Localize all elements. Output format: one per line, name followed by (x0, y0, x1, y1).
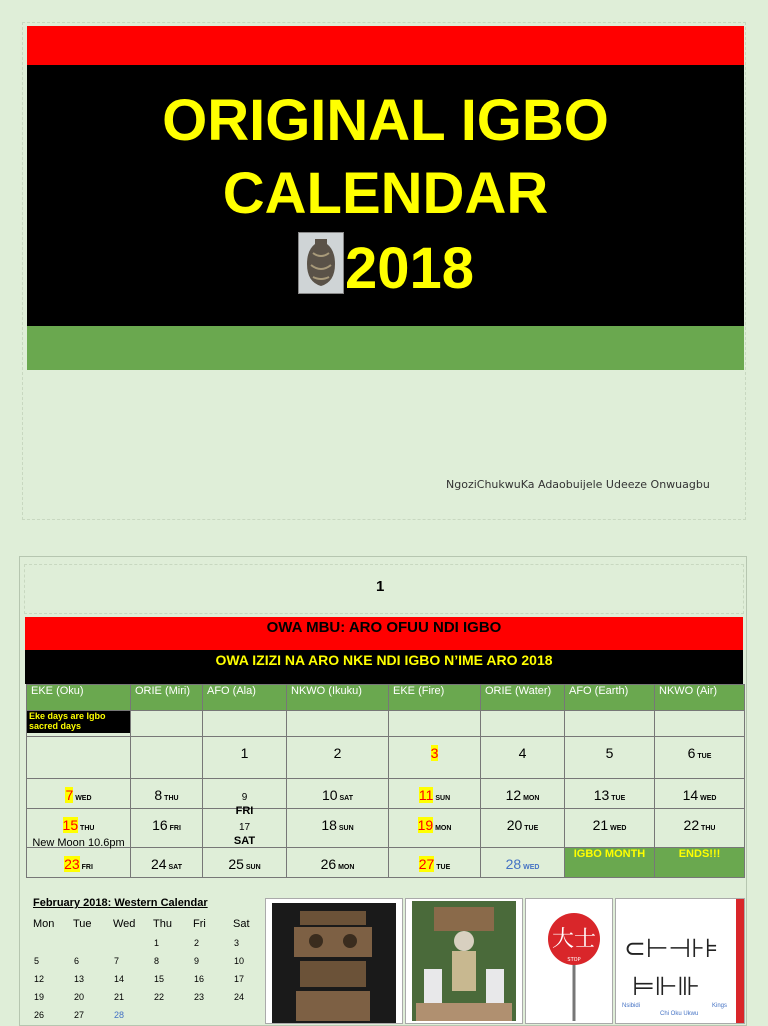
day-content (481, 856, 564, 874)
weekday-label: SUN (243, 864, 261, 871)
february-weekday: Mon (33, 918, 55, 930)
script-word: Nsibidi (622, 1003, 641, 1009)
day-cell (203, 737, 287, 779)
february-day: 27 (74, 1010, 85, 1020)
day-cell (389, 779, 481, 809)
weekday-label: SAT (166, 864, 182, 871)
cover-red-band (27, 26, 744, 65)
weekday-label: TUE (434, 864, 451, 871)
eke-note-cell (27, 711, 131, 737)
weekday-label: WED (73, 795, 92, 802)
february-day: 10 (234, 956, 245, 966)
day-content (389, 856, 480, 874)
day-number: 21 (592, 817, 609, 833)
moon-note: New Moon 10.6pm (32, 837, 125, 849)
day-content (203, 856, 286, 874)
cover-title-line1: ORIGINAL IGBO (162, 88, 609, 153)
weekday-label: TUE (695, 753, 712, 760)
february-weekday: Sat (233, 918, 250, 930)
empty-cell (655, 711, 745, 737)
weekday-label: THU (162, 795, 179, 802)
weekday-label: FRI (167, 825, 181, 832)
february-day: 12 (34, 974, 45, 984)
day-cell (565, 809, 655, 848)
cover-green-band (27, 326, 744, 370)
day-cell (203, 809, 287, 848)
day-content (287, 787, 388, 805)
svg-text:大士: 大士 (551, 927, 597, 952)
page-number: 1 (376, 578, 385, 595)
script-word: Chi Oku Ukwu (660, 1011, 699, 1017)
day-number: 27 (418, 856, 435, 872)
day-number: 19 (417, 817, 434, 833)
day-content (565, 745, 654, 763)
day-cell (481, 848, 565, 878)
weekday-label: SAT (337, 795, 353, 802)
day-content (287, 817, 388, 835)
column-header: NKWO (Ikuku) (287, 685, 389, 711)
day-content (565, 787, 654, 805)
february-day: 1 (154, 938, 160, 948)
weekday-label: TUE (609, 795, 626, 802)
february-day: 13 (74, 974, 85, 984)
day-content (389, 817, 480, 835)
month-header: OWA MBU: ARO OFUU NDI IGBO (25, 617, 743, 650)
february-title: February 2018: Western Calendar (33, 897, 208, 909)
day-cell (655, 809, 745, 848)
column-header: ORIE (Water) (481, 685, 565, 711)
week-row (27, 848, 745, 878)
weekday-label: WED (698, 795, 717, 802)
day-cell (287, 779, 389, 809)
february-weekday: Tue (73, 918, 92, 930)
day-cell (389, 737, 481, 779)
february-day: 19 (34, 992, 45, 1002)
column-header: EKE (Fire) (389, 685, 481, 711)
february-weekday: Wed (113, 918, 136, 930)
february-day: 3 (234, 938, 240, 948)
day-cell (655, 737, 745, 779)
day-number: 16 (152, 817, 168, 833)
day-cell (389, 809, 481, 848)
svg-text:⊂⊢⊣⊦⊧: ⊂⊢⊣⊦⊧ (624, 934, 719, 964)
empty-cell (203, 711, 287, 737)
day-number: 23 (64, 856, 80, 872)
day-cell (481, 809, 565, 848)
february-day: 5 (34, 956, 40, 966)
february-day (28, 934, 68, 952)
day-content (481, 817, 564, 835)
day-content (203, 817, 286, 847)
day-content (131, 817, 202, 835)
weekday-label: WED (608, 825, 627, 832)
day-number: 2 (333, 745, 342, 761)
weekday-label: MON (433, 825, 452, 832)
day-number: 10 (321, 787, 338, 803)
day-number: 15 (62, 817, 79, 833)
week-row (27, 779, 745, 809)
february-day (108, 934, 148, 952)
note-row (27, 711, 745, 737)
day-number: 6 (687, 745, 696, 761)
day-content (287, 745, 388, 763)
day-number: 24 (150, 856, 167, 872)
february-day (228, 1006, 268, 1024)
february-day: 14 (114, 974, 125, 984)
february-day: 20 (74, 992, 85, 1002)
february-day: 2 (194, 938, 200, 948)
day-cell (655, 779, 745, 809)
empty-cell (481, 711, 565, 737)
weekday-label: FRI (235, 805, 254, 817)
day-number: 1 (240, 745, 249, 761)
column-header: EKE (Oku) (27, 685, 131, 711)
stop-text: STOP (567, 957, 581, 963)
february-day: 23 (194, 992, 205, 1002)
day-cell (481, 737, 565, 779)
day-number: 8 (154, 787, 163, 803)
day-number: 28 (505, 856, 522, 872)
february-day: 7 (114, 956, 120, 966)
day-number: 18 (321, 817, 337, 833)
day-content (481, 787, 564, 805)
column-header: ORIE (Miri) (131, 685, 203, 711)
february-day: 15 (154, 974, 165, 984)
day-content (27, 787, 130, 805)
day-content (287, 856, 388, 874)
empty-cell (27, 737, 131, 779)
february-day: 21 (114, 992, 125, 1002)
day-number: 14 (682, 787, 699, 803)
february-day: 26 (34, 1010, 45, 1020)
eke-note: Eke days are Igbo sacred days (27, 711, 130, 733)
february-day: 16 (194, 974, 205, 984)
day-number: 25 (228, 856, 244, 872)
igbo-calendar-table (26, 684, 745, 878)
weekday-label: SUN (433, 795, 451, 802)
shrine-figures-image (405, 898, 523, 1024)
day-cell (287, 737, 389, 779)
february-day: 28 (114, 1010, 125, 1020)
february-day: 17 (234, 974, 245, 984)
empty-cell (131, 711, 203, 737)
weekday-label: SUN (336, 825, 354, 832)
day-number: 20 (506, 817, 523, 833)
carved-pillar-image (265, 898, 403, 1024)
column-header: NKWO (Air) (655, 685, 745, 711)
weekday-label: THU (699, 825, 716, 832)
day-number: 5 (605, 745, 614, 761)
day-content (655, 745, 744, 763)
author-name: NgoziChukwuKa Adaobuijele Udeeze Onwuagbu (446, 478, 710, 491)
day-cell (27, 809, 131, 848)
day-content (655, 787, 744, 805)
february-day: 6 (74, 956, 80, 966)
day-content (655, 817, 744, 835)
day-content (389, 745, 480, 763)
empty-cell (287, 711, 389, 737)
day-cell (481, 779, 565, 809)
nsibidi-script-image (615, 898, 745, 1024)
day-number: 13 (593, 787, 610, 803)
weekday-label: TUE (522, 825, 539, 832)
february-day (188, 1006, 228, 1024)
day-content (27, 856, 130, 874)
february-day: 24 (234, 992, 245, 1002)
day-number: 7 (65, 787, 74, 803)
february-day: 9 (194, 956, 200, 966)
month-end-cell: IGBO MONTH (565, 848, 655, 878)
week-row (27, 809, 745, 848)
month-subheader: OWA IZIZI NA ARO NKE NDI IGBO N’IME ARO 2018 (25, 650, 743, 684)
day-cell (565, 779, 655, 809)
svg-text:⊨⊩⊪: ⊨⊩⊪ (632, 972, 700, 1002)
cover-title-line2: CALENDAR (222, 161, 549, 226)
day-content (203, 745, 286, 763)
day-cell (287, 809, 389, 848)
day-cell (131, 779, 203, 809)
column-header: AFO (Ala) (203, 685, 287, 711)
february-weekday: Fri (193, 918, 206, 930)
month-end-cell: ENDS!!! (655, 848, 745, 878)
february-day (68, 934, 108, 952)
nsibidi-stop-sign (525, 898, 613, 1024)
day-number: 12 (505, 787, 522, 803)
empty-cell (389, 711, 481, 737)
empty-cell (565, 711, 655, 737)
day-content (481, 745, 564, 763)
day-cell (27, 779, 131, 809)
day-content (565, 817, 654, 835)
february-day (148, 1006, 188, 1024)
day-cell (287, 848, 389, 878)
weekday-label: SAT (233, 835, 256, 847)
day-number: 26 (320, 856, 337, 872)
day-cell (565, 737, 655, 779)
day-cell (389, 848, 481, 878)
day-content (389, 787, 480, 805)
day-number: 4 (518, 745, 527, 761)
february-weekday: Thu (153, 918, 172, 930)
weekday-label: FRI (79, 864, 93, 871)
calendar-header-row (27, 685, 745, 711)
day-cell (131, 809, 203, 848)
day-number: 17 (238, 822, 251, 833)
day-content (131, 856, 202, 874)
day-content (27, 817, 130, 849)
day-number: 3 (430, 745, 439, 761)
week-row (27, 737, 745, 779)
empty-cell (131, 737, 203, 779)
day-number: 11 (418, 787, 434, 803)
script-word: Kings (712, 1003, 728, 1009)
day-number: 9 (241, 792, 248, 803)
column-header: AFO (Earth) (565, 685, 655, 711)
day-cell (27, 848, 131, 878)
cover-year: 2018 (345, 236, 475, 301)
day-cell (203, 848, 287, 878)
vase-image (298, 232, 344, 294)
weekday-label: THU (78, 825, 95, 832)
day-cell (203, 779, 287, 817)
weekday-label: WED (521, 864, 540, 871)
february-day: 8 (154, 956, 160, 966)
day-content (131, 787, 202, 805)
day-cell (131, 848, 203, 878)
weekday-label: MON (521, 795, 540, 802)
weekday-label: MON (336, 864, 355, 871)
february-day: 22 (154, 992, 165, 1002)
day-number: 22 (683, 817, 700, 833)
